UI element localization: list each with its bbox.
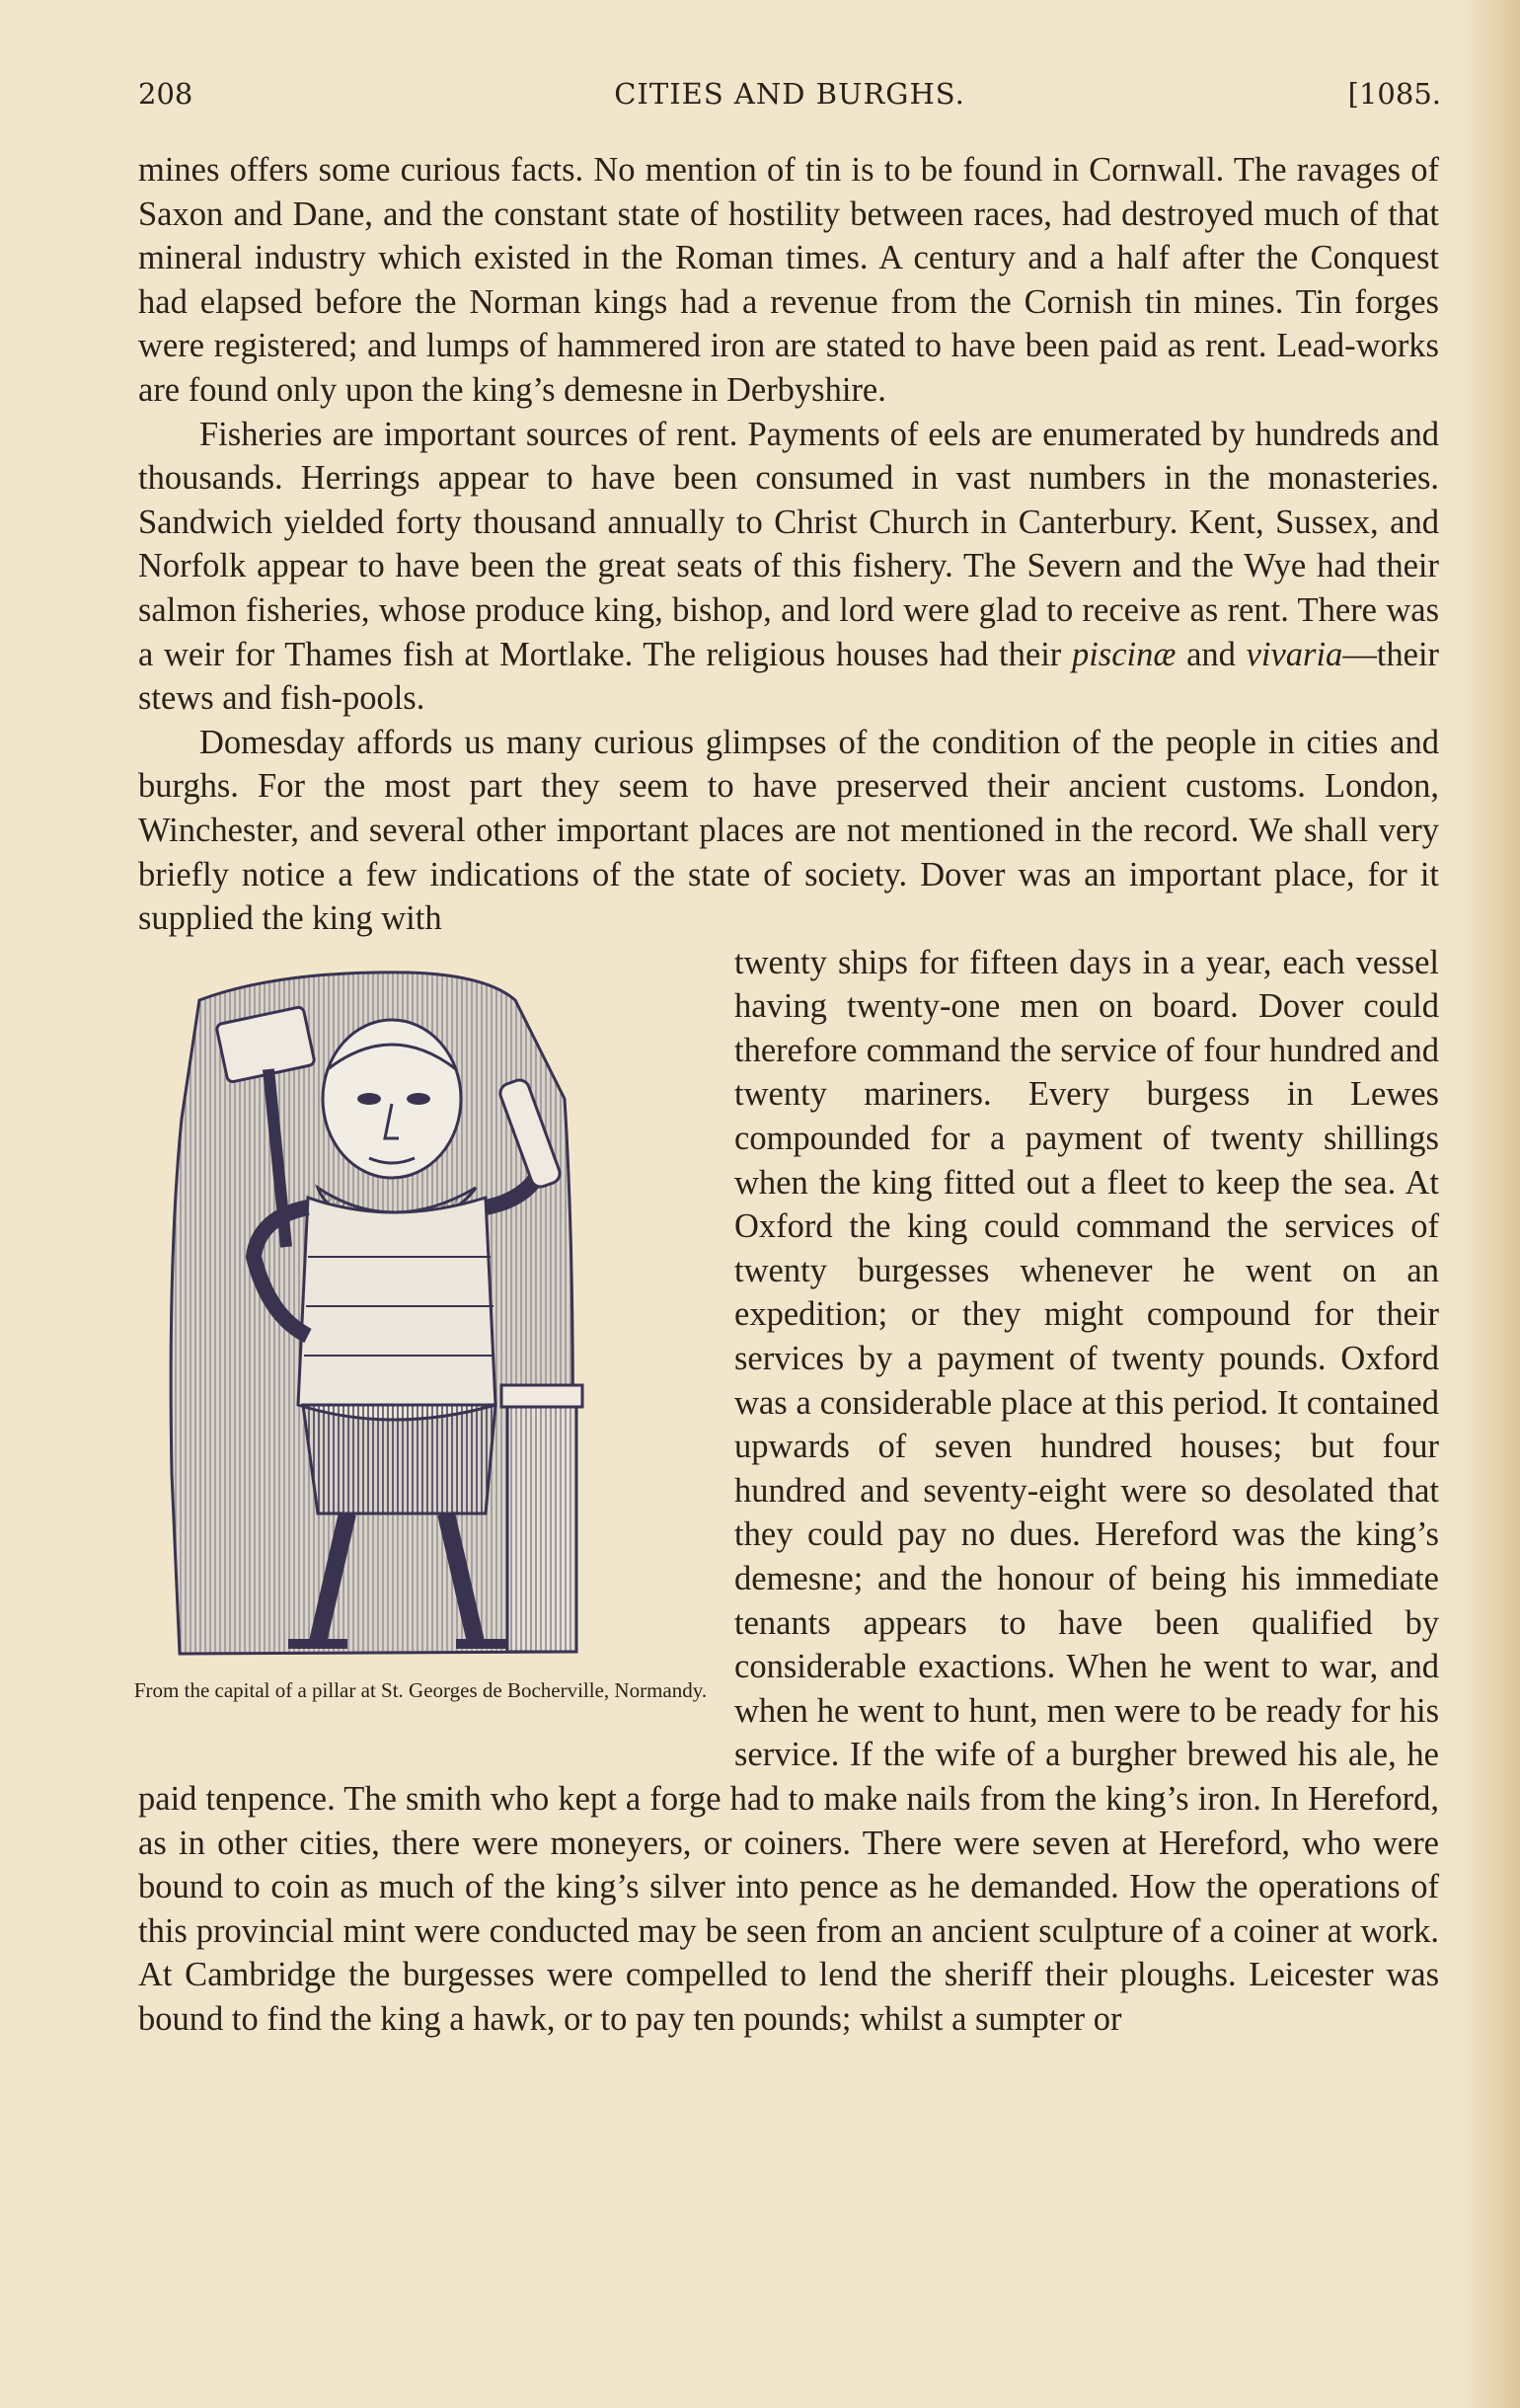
italic-term-piscinae: piscinæ <box>1071 635 1177 673</box>
coiner-sculpture-illustration <box>160 961 713 1671</box>
fisheries-conjunction: and <box>1186 635 1236 673</box>
body-text <box>133 148 1440 2042</box>
paragraph-minerals: mines offers some curious facts. No mention of tin is to be found in Cornwall. The ravages of Saxon and Dane, and the constant state of hostility between races, had destroyed much of that mineral industry which existed in the Roman times. A century and a half after the Conquest had elapsed before the Norman kings had a revenue from the Cornish tin mines. Tin forges were registered; and lumps of hammered iron are stated to have been paid as rent. Lead-works are found only upon the king’s demesne in Derbyshire. <box>138 151 1439 409</box>
paragraph-fisheries <box>138 413 1439 721</box>
figure-coiner-engraving <box>124 941 717 1746</box>
fisheries-text: Fisheries are important sources of rent. Payments of eels are enumerated by hundreds and thousands. Herrings appear to have been consumed in vast numbers in the monasteries. Sandwich yielded forty thousand annually to Christ Church in Canterbury. Kent, Sussex, and Norfolk appear to have been the great seats of this fishery. The Severn and the Wye had their salmon fisheries, whose produce king, bishop, and lord were glad to receive as rent. There was a weir for Thames fish at Mortlake. The religious houses had their <box>138 415 1439 673</box>
fisheries-text-end: —their stews and fish-pools. <box>138 635 1440 718</box>
page-number: 208 <box>138 77 193 111</box>
running-header <box>138 77 1441 117</box>
header-year: [1085. <box>1347 77 1441 111</box>
page-edge-shadow <box>1461 0 1520 2408</box>
paragraph-domesday-continued: twenty ships for fifteen days in a year, each vessel having twenty-one men on board. Dover could therefore command the service of four hundred and twenty mariners. Every burgess in Lewes compounded for a payment of twenty shillings when the king fitted out a fleet to keep the sea. At Oxford the king could command the services of twenty burgesses whenever he went on an expedition; or they might compound for their services by a payment of twenty pounds. Oxford was a considerable place at this period. It contained upwards of seven hundred houses; but four hundred and seventy-eight were so desolated that they could pay no dues. Hereford was the king’s demesne; and the honour of being his immediate tenants appears to have been qualified by considerable exactions. When he went to war, and when he went to hunt, men were to be ready for his service. If the wife of a burgher brewed his ale, he paid tenpence. The smith who kept a forge had to make nails from the king’s iron. In Hereford, as in other cities, there were moneyers, or coiners. There were seven at Hereford, who were bound to coin as much of the king’s silver into pence as he demanded. How the operations of this provincial mint were conducted may be seen from an ancient sculpture of a coiner at work. At Cambridge the burgesses were compelled to lend the sheriff their ploughs. Leicester was bound to find the king a hawk, or to pay ten pounds; whilst a sumpter or <box>138 943 1439 2038</box>
paragraph-domesday-intro: Domesday affords us many curious glimpses of the condition of the people in cities and burghs. For the most part they seem to have preserved their ancient customs. London, Winchester, and several other important places are not mentioned in the record. We shall very briefly notice a few indications of the state of society. Dover was an important place, for it supplied the king with <box>138 723 1439 938</box>
italic-term-vivaria: vivaria <box>1246 635 1343 673</box>
running-title: CITIES AND BURGHS. <box>614 77 965 111</box>
figure-caption: From the capital of a pillar at St. Georges de Bocherville, Normandy. <box>133 1677 708 1702</box>
